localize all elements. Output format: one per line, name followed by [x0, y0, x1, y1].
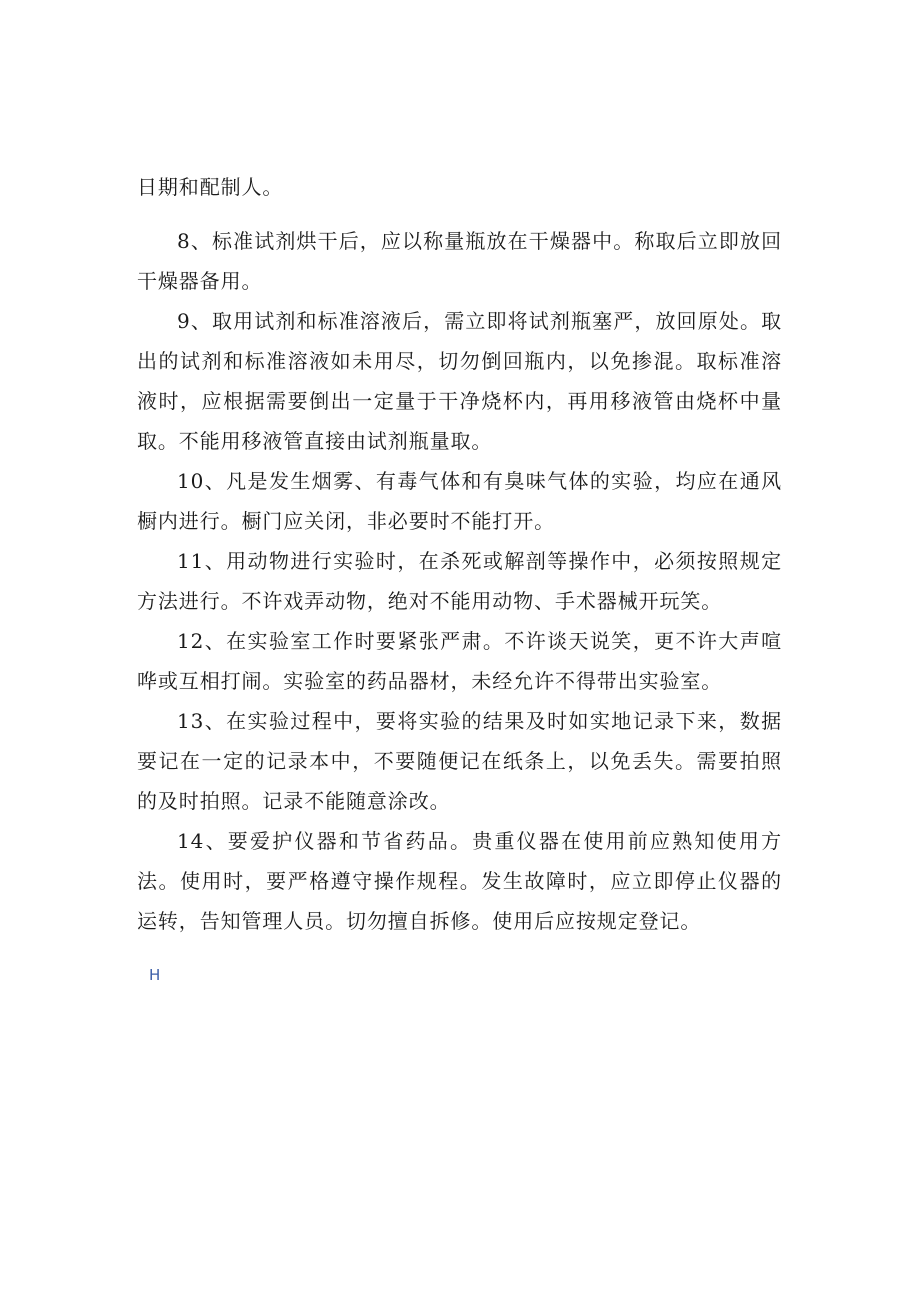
paragraph-continuation: 日期和配制人。: [137, 175, 284, 199]
paragraph-item-11: 11、用动物进行实验时，在杀死或解剖等操作中，必须按照规定方法进行。不许戏弄动物，绝对不能用动物、手术器械开玩笑。: [137, 549, 782, 613]
paragraph-item-14: 14、要爱护仪器和节省药品。贵重仪器在使用前应熟知使用方法。使用时，要严格遵守操作规程。发生故障时，应立即停止仪器的运转，告知管理人员。切勿擅自拆修。使用后应按规定登记。: [137, 829, 782, 933]
document-body: [137, 167, 782, 941]
paragraph-item-10: 10、凡是发生烟雾、有毒气体和有臭味气体的实验，均应在通风橱内进行。橱门应关闭，非必要时不能打开。: [137, 469, 782, 533]
paragraph-item-13: 13、在实验过程中，要将实验的结果及时如实地记录下来，数据要记在一定的记录本中，不要随便记在纸条上，以免丢失。需要拍照的及时拍照。记录不能随意涂改。: [137, 709, 782, 813]
page-marker: H: [149, 966, 161, 984]
paragraph-item-9: 9、取用试剂和标准溶液后，需立即将试剂瓶塞严，放回原处。取出的试剂和标准溶液如未用尽，切勿倒回瓶内，以免掺混。取标准溶液时，应根据需要倒出一定量于干净烧杯内，再用移液管由烧杯中量取。不能用移液管直接由试剂瓶量取。: [137, 309, 782, 453]
paragraph-item-12: 12、在实验室工作时要紧张严肃。不许谈天说笑，更不许大声喧哗或互相打闹。实验室的药品器材，未经允许不得带出实验室。: [137, 629, 782, 693]
paragraph-item-8: 8、标准试剂烘干后，应以称量瓶放在干燥器中。称取后立即放回干燥器备用。: [137, 229, 782, 293]
